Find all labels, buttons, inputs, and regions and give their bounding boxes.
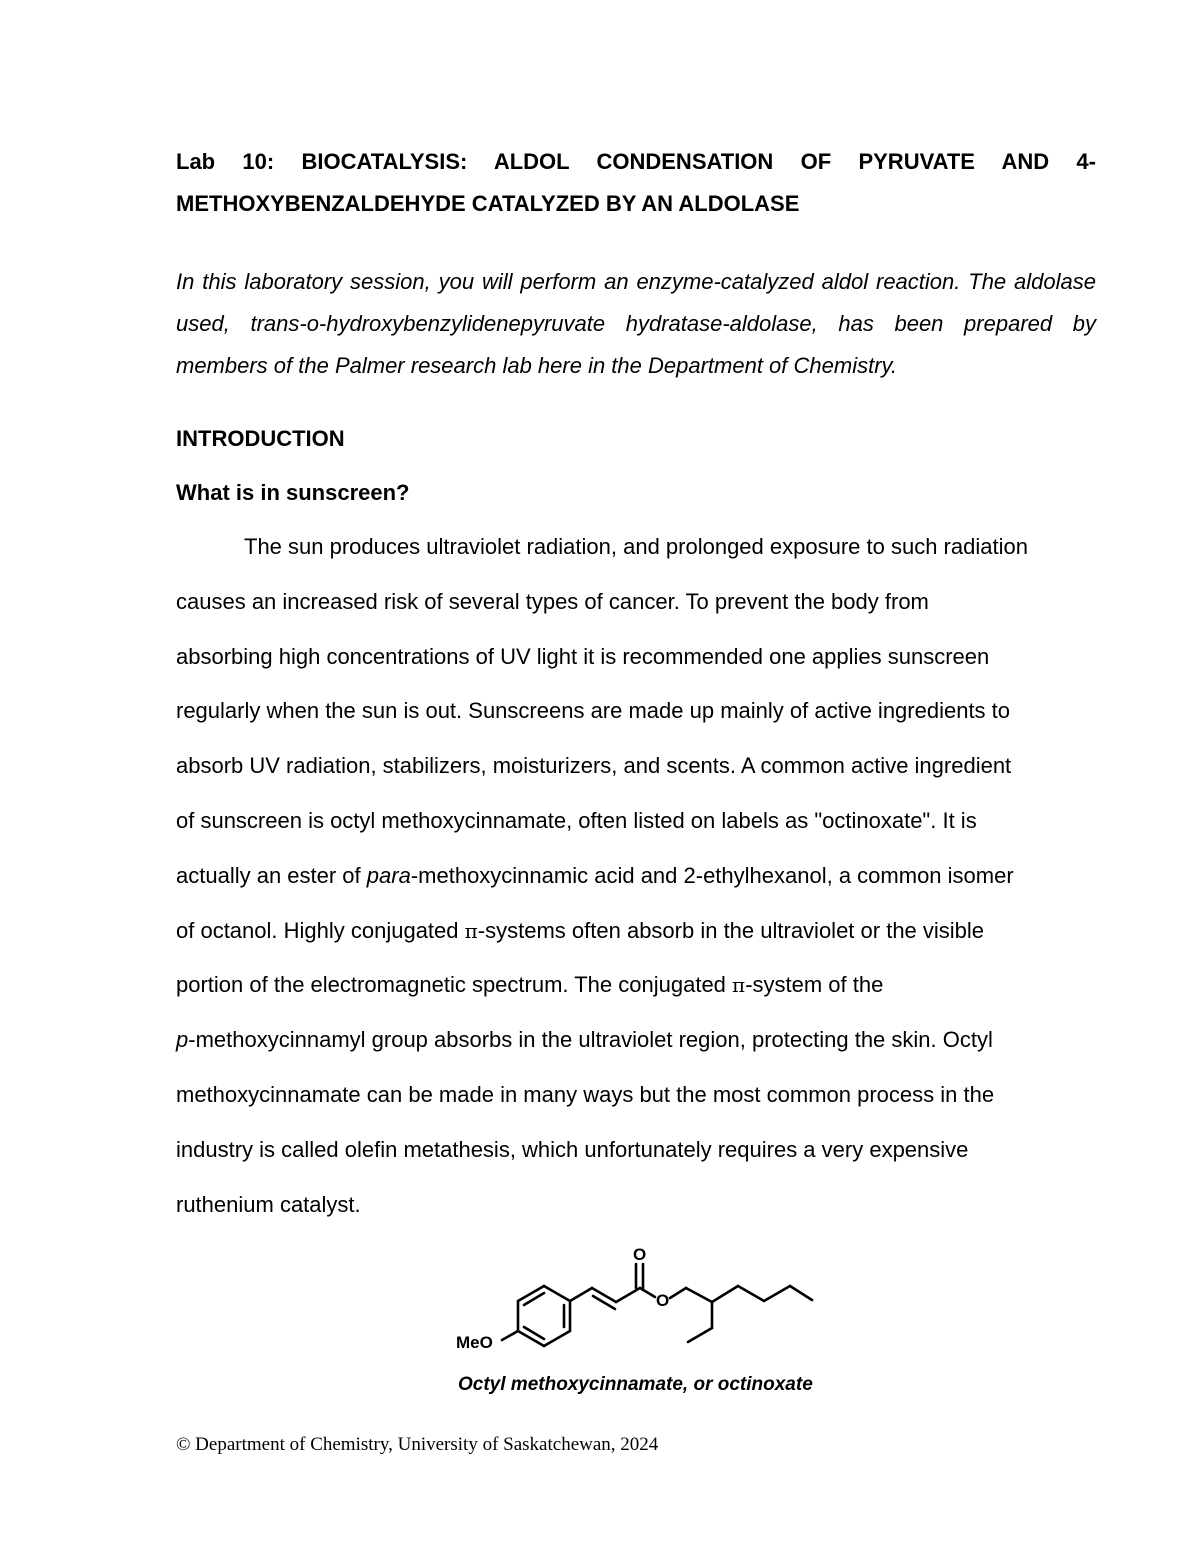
section-heading-introduction: INTRODUCTION [176, 426, 345, 451]
bond [593, 1296, 615, 1309]
body-text: -methoxycinnamic acid and 2-ethylhexanol, a common isomer [410, 862, 1014, 888]
intro-paragraph: In this laboratory session, you will perform an enzyme-catalyzed aldol reaction. The aldolase used, trans-o-hydroxybenzylidenepyruvate hydratase-aldolase, has been prepared by members of the Palmer research lab here in the Department of Chemistry. [176, 269, 1096, 378]
body-text: of octanol. Highly conjugated [176, 917, 465, 943]
copyright-footer: © Department of Chemistry, University of Saskatchewan, 2024 [176, 1434, 659, 1455]
body-line: methoxycinnamate can be made in many ways but the most common process in the [176, 1081, 995, 1107]
body-line [176, 860, 1106, 915]
body-text: -system of the [745, 972, 884, 998]
bond [688, 1328, 712, 1342]
bond [570, 1288, 592, 1301]
bond [738, 1286, 764, 1301]
body-line [176, 1024, 1106, 1079]
bond [616, 1288, 640, 1302]
bond [592, 1288, 616, 1302]
bond [640, 1288, 655, 1297]
carbonyl-oxygen-label: O [633, 1245, 647, 1264]
page-title: Lab 10: BIOCATALYSIS: ALDOL CONDENSATION OF PYRUVATE AND 4-METHOXYBENZALDEHYDE CATALYZED BY AN ALDOLASE [176, 149, 1096, 216]
body-text: -methoxycinnamyl group absorbs in the ultraviolet region, protecting the skin. Octyl [188, 1027, 993, 1053]
body-line [176, 915, 1106, 970]
body-line: absorb UV radiation, stabilizers, moisturizers, and scents. A common active ingredient [176, 753, 1012, 779]
body-text: actually an ester of [176, 862, 367, 888]
body-line: The sun produces ultraviolet radiation, and prolonged exposure to such radiation [244, 534, 1028, 559]
body-line: causes an increased risk of several types of cancer. To prevent the body from [176, 588, 929, 614]
subheading-sunscreen: What is in sunscreen? [176, 480, 410, 505]
figure-caption: Octyl methoxycinnamate, or octinoxate [458, 1374, 813, 1395]
body-line: absorbing high concentrations of UV light it is recommended one applies sunscreen [176, 643, 990, 669]
bond [502, 1331, 518, 1340]
bond [790, 1286, 812, 1300]
pi-symbol: π [464, 918, 478, 943]
bond [670, 1288, 686, 1298]
bond [764, 1286, 790, 1301]
body-line: ruthenium catalyst. [176, 1191, 361, 1217]
body-paragraph [176, 531, 1106, 1243]
body-text: portion of the electromagnetic spectrum. The conjugated [176, 972, 733, 998]
body-line [176, 969, 1106, 1024]
ester-oxygen-label: O [656, 1291, 670, 1310]
meo-label: MeO [456, 1333, 493, 1352]
bond [518, 1286, 544, 1301]
emphasis-p: p [176, 1027, 189, 1053]
pi-symbol: π [732, 973, 746, 998]
body-line: of sunscreen is octyl methoxycinnamate, often listed on labels as "octinoxate". It is [176, 807, 977, 833]
bond [544, 1286, 570, 1301]
bond [712, 1286, 738, 1302]
body-line: industry is called olefin metathesis, which unfortunately requires a very expensive [176, 1136, 969, 1162]
bond [544, 1331, 570, 1346]
body-line: regularly when the sun is out. Sunscreens are made up mainly of active ingredients to [176, 698, 1011, 724]
bond [686, 1288, 712, 1302]
emphasis-para: para [366, 862, 411, 888]
body-text: -systems often absorb in the ultraviolet or the visible [477, 917, 985, 943]
bond [518, 1331, 544, 1346]
octinoxate-structure [440, 1236, 840, 1366]
